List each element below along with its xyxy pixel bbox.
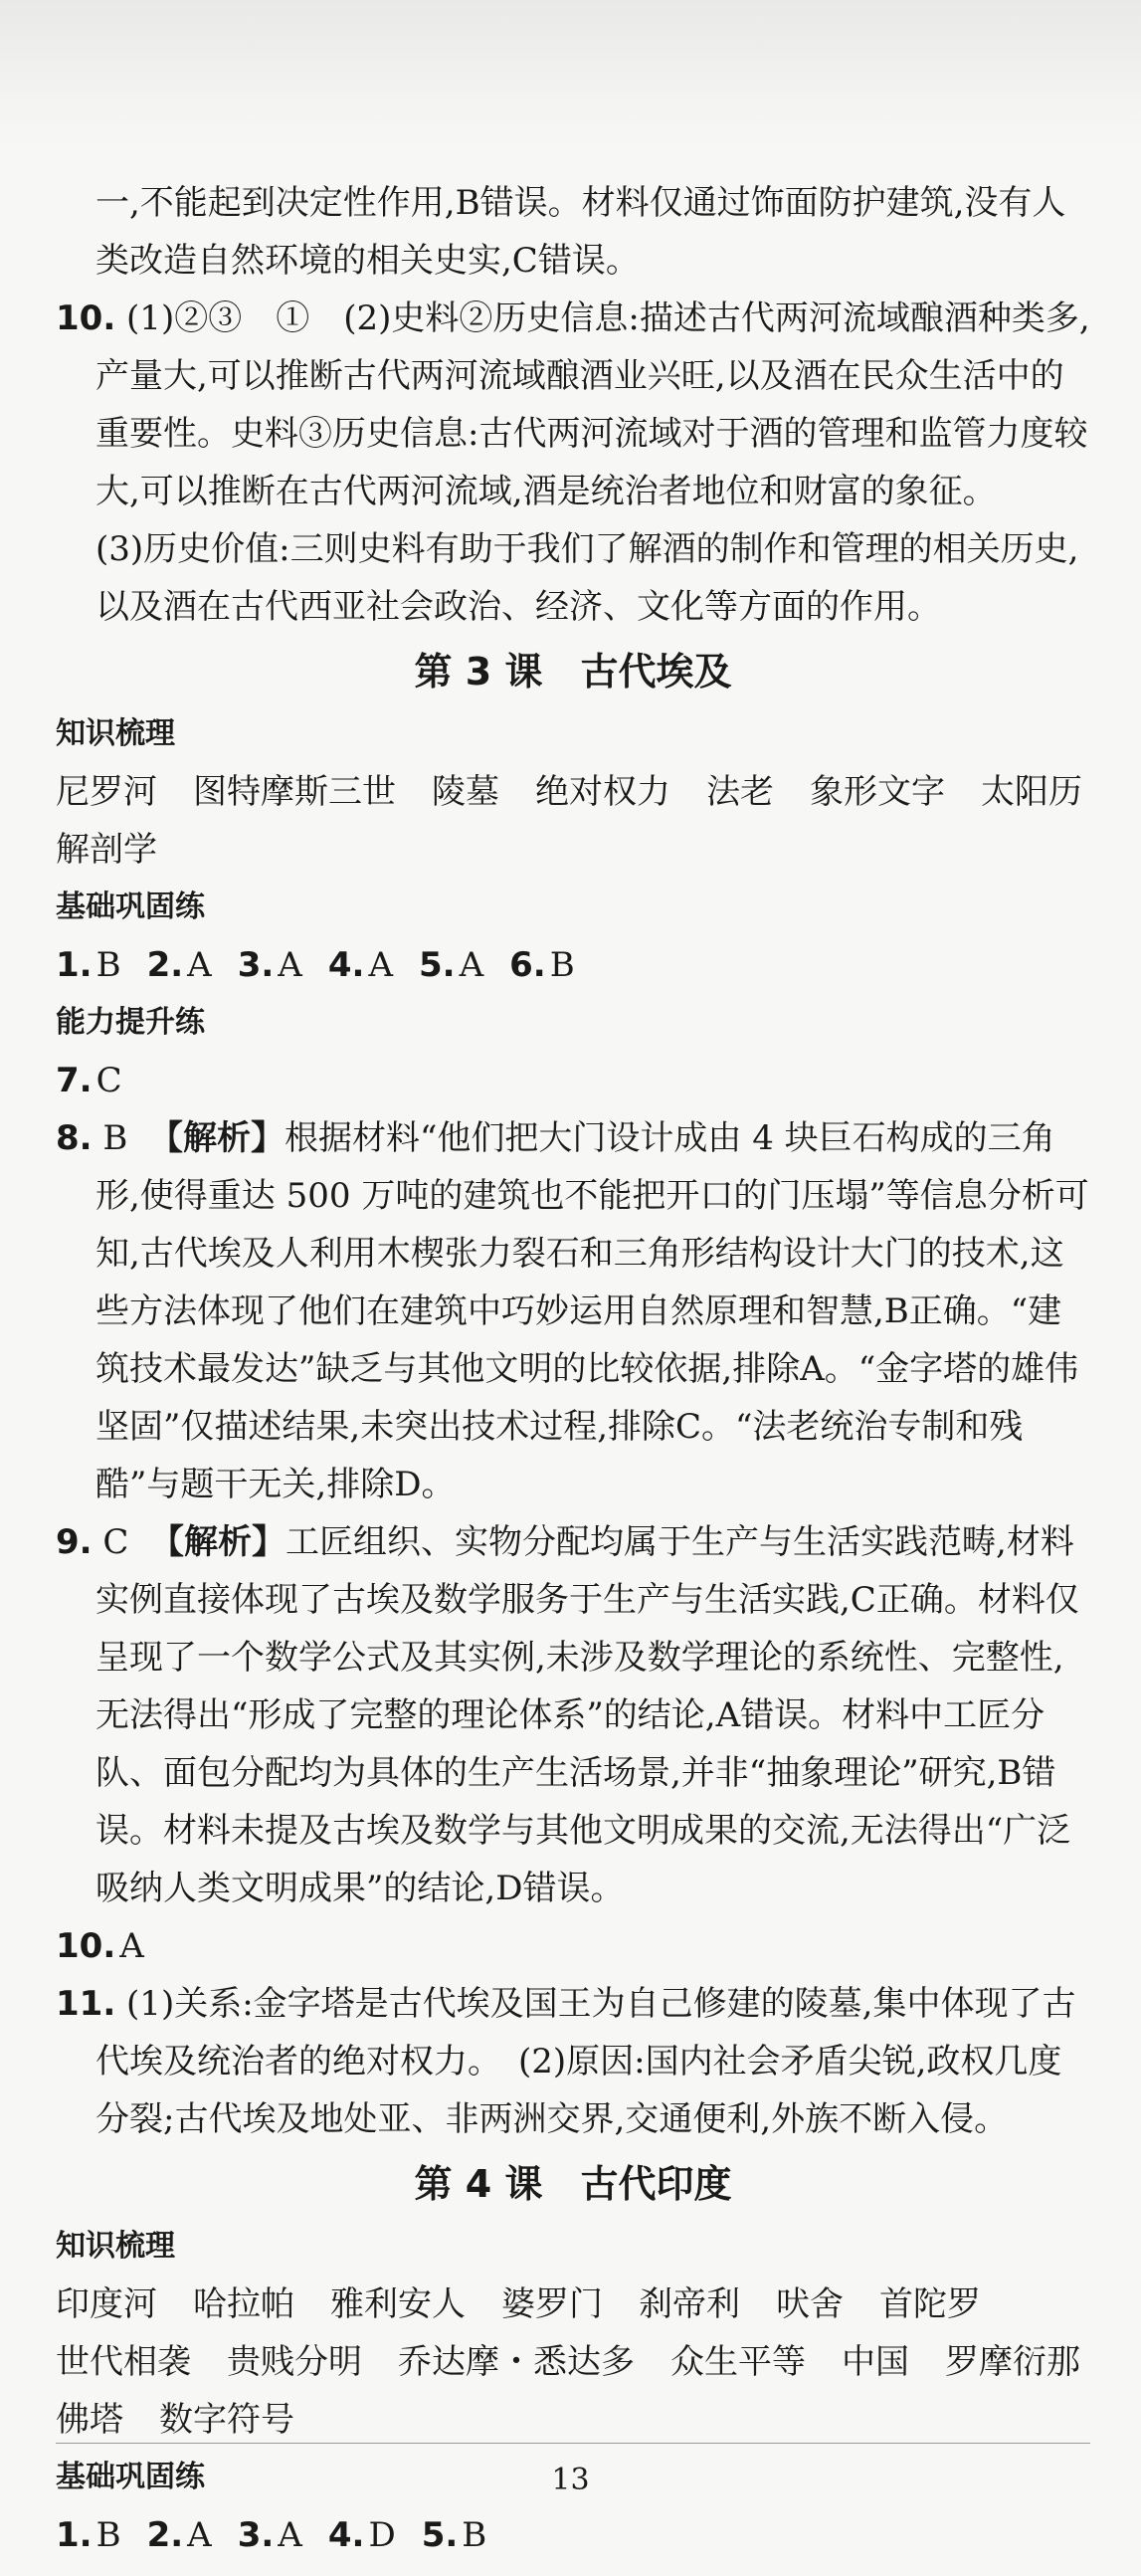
knowledge-term: 太阳历 (981, 772, 1082, 812)
answer-letter: B (95, 945, 121, 985)
knowledge-term: 贵贱分明 (227, 2342, 362, 2382)
answer-text: (1)关系:金字塔是古代埃及国王为自己修建的陵墓,集中体现了古代埃及统治者的绝对权力。 (2)原因:国内社会矛盾尖锐,政权几度分裂;古代埃及地处亚、非两洲交界,交通便利,外族不断入侵。 (95, 1984, 1076, 2139)
answer-text: (1)②③ ① (2)史料②历史信息:描述古代两河流域酿酒种类多,产量大,可以推断古代两河流域酿酒业兴旺,以及酒在民众生活中的重要性。史料③历史信息:古代两河流域对于酒的管理和监管力度较大,可以推断在古代两河流域,酒是统治者地位和财富的象征。 (95, 298, 1090, 511)
knowledge-term: 佛塔 (56, 2400, 123, 2440)
carry-over-line-1: 一,不能起到决定性作用,B错误。材料仅通过饰面防护建筑,没有人 (95, 183, 1066, 223)
question-8-answer (56, 1109, 1090, 1513)
section-basic-practice: 基础巩固练 (56, 2460, 205, 2494)
answer-letter: A (459, 945, 484, 985)
question-11-answer (56, 1975, 1090, 2148)
answer-letter: A (187, 945, 212, 985)
question-number: 11. (56, 1984, 116, 2024)
answer-letter: D (368, 2515, 396, 2555)
question-9-answer (56, 1513, 1090, 1917)
question-number: 9. (56, 1522, 93, 1562)
question-number: 7. (56, 1061, 93, 1100)
question-number: 3. (237, 945, 275, 985)
knowledge-term: 刹帝利 (639, 2284, 740, 2324)
footer-divider (56, 2443, 1090, 2444)
knowledge-term: 图特摩斯三世 (193, 772, 396, 812)
question-number: 4. (327, 945, 365, 985)
question-number: 1. (56, 2515, 93, 2555)
basic-answers-row (56, 2506, 1090, 2564)
question-7-answer (56, 1052, 1090, 1109)
section-basic-practice: 基础巩固练 (56, 890, 205, 924)
question-number: 5. (419, 945, 456, 985)
knowledge-term: 众生平等 (670, 2342, 806, 2382)
analysis-text: 工匠组织、实物分配均属于生产与生活实践范畴,材料实例直接体现了古埃及数学服务于生产与生活实践,C正确。材料仅呈现了一个数学公式及其实例,未涉及数学理论的系统性、完整性,无法得出“形成了完整的理论体系”的结论,A错误。材料中工匠分队、面包分配均为具体的生产生活场景,并非“抽象理论”研究,B错误。材料未提及古埃及数学与其他文明成果的交流,无法得出“广泛吸纳人类文明成果”的结论,D错误。 (95, 1522, 1079, 1908)
question-number: 5. (421, 2515, 459, 2555)
knowledge-term: 法老 (706, 772, 774, 812)
knowledge-term: 婆罗门 (501, 2284, 603, 2324)
knowledge-term: 解剖学 (56, 830, 157, 870)
answer-letter: C (95, 1061, 122, 1100)
knowledge-term: 哈拉帕 (193, 2284, 294, 2324)
knowledge-term: 首陀罗 (879, 2284, 981, 2324)
question-number: 1. (56, 945, 93, 985)
knowledge-term: 乔达摩・悉达多 (398, 2342, 635, 2382)
page-content (56, 174, 1090, 2564)
answer-letter: A (368, 945, 393, 985)
page-top-shadow (0, 0, 1141, 149)
knowledge-term: 绝对权力 (535, 772, 670, 812)
page-number: 13 (551, 2463, 590, 2497)
question-10-lesson3-answer (56, 1917, 1090, 1975)
question-number: 10. (56, 1926, 116, 1966)
question-number: 8. (56, 1118, 93, 1158)
question-number: 10. (56, 298, 116, 338)
knowledge-term: 罗摩衍那 (945, 2342, 1080, 2382)
basic-answers-row (56, 936, 1090, 994)
answer-letter: C (102, 1522, 129, 1562)
question-number: 2. (146, 945, 184, 985)
knowledge-term: 尼罗河 (56, 772, 157, 812)
knowledge-terms-list (56, 763, 1090, 879)
answer-letter: B (102, 1118, 128, 1158)
answer-letter: A (119, 1926, 144, 1966)
answer-letter: B (462, 2515, 487, 2555)
question-number: 3. (237, 2515, 275, 2555)
section-knowledge-review: 知识梳理 (56, 716, 175, 751)
analysis-text: 根据材料“他们把大门设计成由 4 块巨石构成的三角形,使得重达 500 万吨的建筑也不能把开口的门压塌”等信息分析可知,古代埃及人利用木楔张力裂石和三角形结构设计大门的技术,这些方法体现了他们在建筑中巧妙运用自然原理和智慧,B正确。“建筑技术最发达”缺乏与其他文明的比较依据,排除A。“金字塔的雄伟坚固”仅描述结果,未突出技术过程,排除C。“法老统治专制和残酷”与题干无关,排除D。 (95, 1118, 1089, 1504)
analysis-tag: 【解析】 (150, 1522, 286, 1562)
answer-letter: B (549, 945, 575, 985)
knowledge-term: 印度河 (56, 2284, 157, 2324)
answer-letter: A (278, 2515, 302, 2555)
analysis-tag: 【解析】 (149, 1118, 285, 1158)
answer-letter: A (187, 2515, 212, 2555)
knowledge-term: 陵墓 (432, 772, 499, 812)
knowledge-term: 世代相袭 (56, 2342, 191, 2382)
knowledge-term: 象形文字 (810, 772, 945, 812)
answer-letter: B (95, 2515, 121, 2555)
knowledge-term: 数字符号 (159, 2400, 294, 2440)
question-10-part-3: (3)历史价值:三则史料有助于我们了解酒的制作和管理的相关历史,以及酒在古代西亚社会政治、经济、文化等方面的作用。 (95, 529, 1079, 627)
knowledge-term: 吠舍 (776, 2284, 844, 2324)
question-number: 4. (327, 2515, 365, 2555)
carry-over-line-2: 类改造自然环境的相关史实,C错误。 (95, 241, 640, 281)
answer-letter: A (278, 945, 302, 985)
knowledge-term: 中国 (842, 2342, 909, 2382)
section-ability-practice: 能力提升练 (56, 1005, 205, 1040)
lesson-3-title: 第 3 课 古代埃及 (414, 650, 732, 694)
section-knowledge-review: 知识梳理 (56, 2229, 175, 2264)
knowledge-term: 雅利安人 (330, 2284, 466, 2324)
question-10-answer (56, 290, 1090, 520)
lesson-4-title: 第 4 课 古代印度 (414, 2162, 732, 2206)
question-number: 2. (146, 2515, 184, 2555)
question-number: 6. (509, 945, 546, 985)
knowledge-terms-list (56, 2276, 1090, 2449)
